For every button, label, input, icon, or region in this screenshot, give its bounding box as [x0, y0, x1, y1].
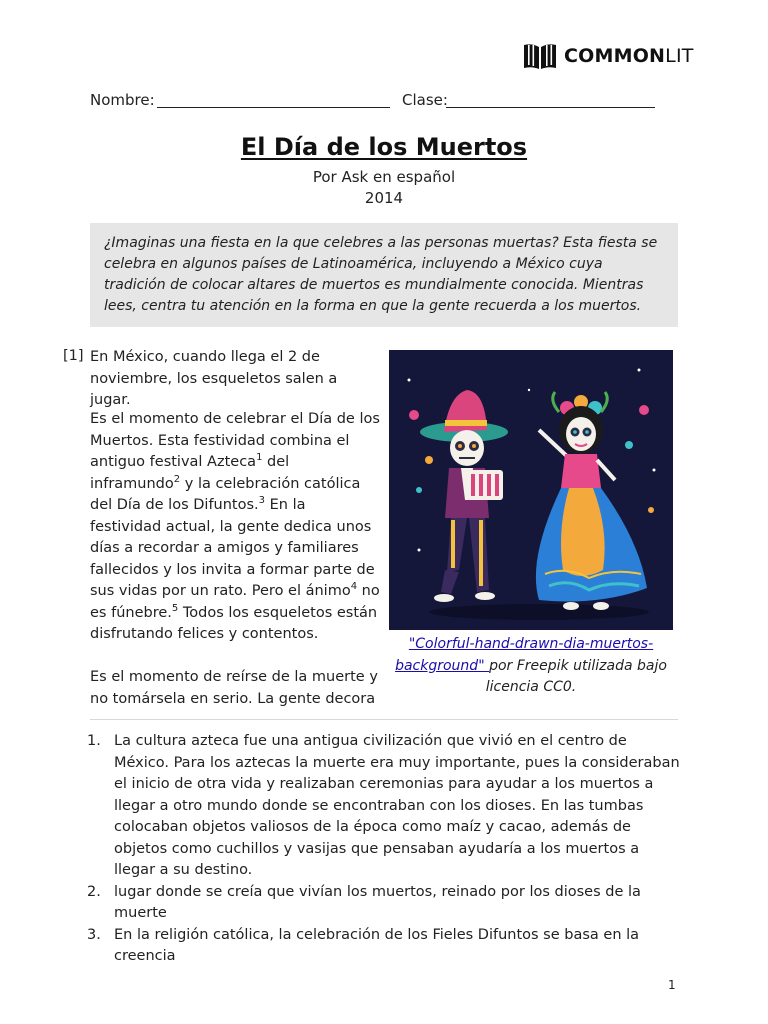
image-source-link[interactable]: "Colorful-hand-drawn-dia-muertos-background": [395, 636, 654, 674]
caption-credit: por Freepik utilizada bajo licencia CC0.: [485, 657, 667, 695]
footnote-ref-4[interactable]: 4: [350, 581, 358, 593]
class-label: Clase:: [402, 91, 448, 109]
publication-year: 2014: [364, 189, 404, 207]
paragraph-2: Es el momento de celebrar el Día de los Muertos. Esta festividad combina el antiguo festival Azteca$^1$ del inframundo$^2$ y la celebración católica del Día de los Difuntos.$^3$ En la festividad actual, la gente dedica unos días a recordar a amigos y familiares fallecidos y los invita a formar parte de sus vidas por un rato. Pero el ánimo$^4$ no es fúnebre.$^5$ Todos los esqueletos están disfrutando felices y contentos.: [90, 411, 380, 642]
author-line: Por Ask en español: [312, 168, 456, 186]
page-number: 1: [668, 978, 676, 992]
page-title: El Día de los Muertos: [240, 133, 528, 161]
commonlit-logo: [522, 41, 694, 71]
footnote-item: 3. En la religión católica, la celebración de los Fieles Difuntos se basa en la creencia: [87, 926, 640, 964]
paragraph-3: Es el momento de reírse de la muerte y no tomársela en serio. La gente decora: [90, 669, 378, 707]
class-field-line[interactable]: [446, 107, 655, 108]
footnote-item: 1. La cultura azteca fue una antigua civilización que vivió en el centro de México. Para los aztecas la muerte era muy importante, pues la consideraban el inicio de otra vida y realizaban ceremonias para ayudar a los muertos a llegar a otro mundo donde se encontraban con los dioses. En las tumbas colocaban objetos valiosos de la época como maíz y cacao, además de objetos como cuchillos y vasijas que pensaban ayudaría a los muertos a llegar a su destino.: [87, 733, 680, 878]
paragraph-number: [1]: [63, 348, 84, 364]
name-label: Nombre:: [90, 91, 155, 109]
footnote-ref-1[interactable]: 1: [256, 452, 263, 464]
footnote-item: 2. lugar donde se creía que vivían los muertos, reinado por los dioses de la muerte: [87, 883, 641, 921]
footnote-ref-5[interactable]: 5: [171, 602, 179, 614]
open-book-icon: [522, 41, 558, 71]
logo-wordmark: COMMONLIT: [564, 45, 694, 67]
footnotes-list: [84, 731, 684, 968]
footnote-divider: [90, 719, 678, 720]
name-field-line[interactable]: [157, 107, 390, 108]
footnote-ref-3[interactable]: 3: [258, 495, 266, 507]
intro-box: [90, 223, 678, 327]
dia-de-muertos-illustration: [389, 350, 673, 630]
footnote-ref-2[interactable]: 2: [173, 473, 181, 485]
intro-text: ¿Imaginas una fiesta en la que celebres a las personas muertas? Esta fiesta se celebra en algunos países de Latinoamérica, incluyendo a México cuya tradición de colocar altares de muertos es mundialmente conocida. Mientras lees, centra tu atención en la forma en que la gente recuerda a los muertos.: [104, 235, 658, 314]
paragraph-1: En México, cuando llega el 2 de noviembre, los esqueletos salen a jugar.: [90, 349, 338, 408]
image-caption: [389, 634, 673, 699]
